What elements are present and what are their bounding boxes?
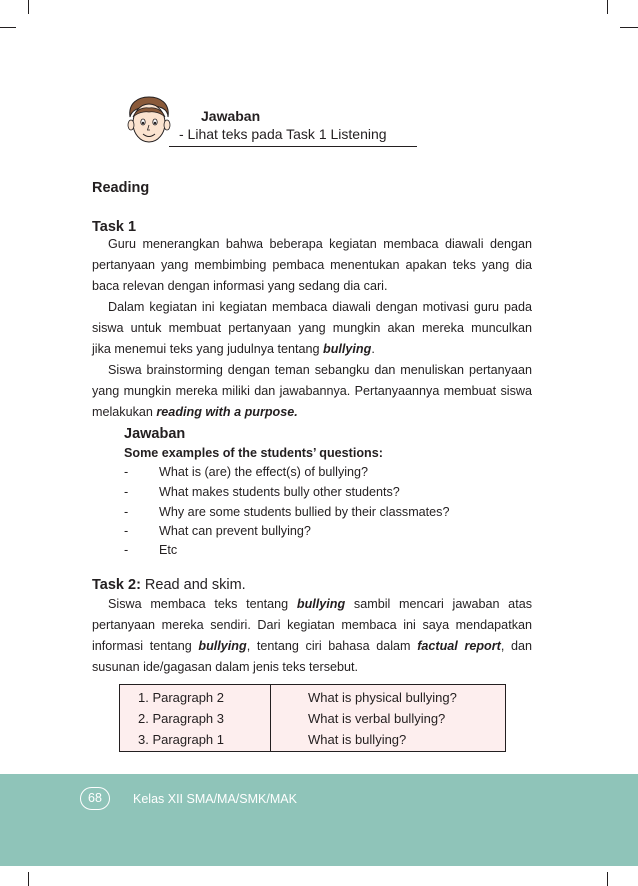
crop-mark: [28, 0, 29, 14]
crop-mark: [620, 27, 638, 28]
text-line: yang mungkin mereka miliki dan jawabannya. Pertanyaannya membuat siswa: [92, 384, 532, 398]
matching-table: [119, 684, 506, 752]
answer-title: Jawaban: [124, 426, 186, 442]
paragraph-column: [120, 685, 271, 752]
text-line: baca relevan dengan informasi yang sedang dia cari.: [92, 279, 388, 293]
text-line: Dalam kegiatan ini kegiatan membaca diawali dengan motivasi guru pada: [108, 300, 532, 314]
teacher-face-icon: [124, 95, 174, 147]
table-cell: What is bullying?: [308, 732, 407, 747]
crop-mark: [607, 872, 608, 886]
list-item: [124, 482, 400, 502]
list-item-text: Why are some students bullied by their classmates?: [159, 505, 450, 519]
table-cell: 1. Paragraph 2: [138, 690, 225, 705]
text-line: pertanyaan yang membimbing pembaca menentukan apakan teks yang dia: [92, 258, 532, 272]
emphasis-bullying: bullying: [296, 597, 346, 611]
text-line: [92, 594, 532, 615]
list-item-text: What can prevent bullying?: [159, 524, 311, 538]
task1-heading: Task 1: [92, 219, 137, 235]
emphasis-factual-report: factual report: [417, 639, 501, 653]
text-line: susunan ide/gagasan dalam jenis teks tersebut.: [92, 660, 359, 674]
text-run: , tentang ciri bahasa dalam: [246, 639, 418, 653]
text-line: siswa untuk membuat pertanyaan yang mungkin akan mereka munculkan: [92, 321, 532, 335]
text-line: [92, 402, 532, 423]
text-run: .: [371, 342, 375, 356]
text-line: [92, 636, 532, 657]
text-run: , dan: [500, 639, 533, 653]
answer-subtitle: Some examples of the students’ questions:: [124, 446, 383, 460]
table-cell: 3. Paragraph 1: [138, 732, 225, 747]
intro-line: - Lihat teks pada Task 1 Listening: [179, 126, 387, 142]
text-line: [92, 339, 532, 360]
list-item-text: What makes students bully other students?: [159, 485, 400, 499]
crop-mark: [28, 872, 29, 886]
page-number: 68: [80, 787, 110, 810]
table-row: [120, 685, 506, 752]
task2-title: Read and skim.: [140, 577, 246, 593]
list-dash: -: [124, 485, 129, 499]
book-title: Kelas XII SMA/MA/SMK/MAK: [133, 792, 297, 806]
section-heading: Reading: [92, 180, 150, 196]
list-item-text: What is (are) the effect(s) of bullying?: [159, 465, 369, 479]
list-item: [124, 540, 177, 560]
text-run: sambil mencari jawaban atas: [345, 597, 532, 611]
crop-mark: [607, 0, 608, 14]
list-dash: -: [124, 543, 129, 557]
question-column: [271, 685, 506, 752]
emphasis-bullying: bullying: [323, 342, 372, 356]
list-item: [124, 462, 368, 482]
table-cell: What is verbal bullying?: [308, 711, 446, 726]
text-run: informasi tentang: [92, 639, 199, 653]
list-dash: -: [124, 524, 129, 538]
text-line: Siswa brainstorming dengan teman sebangku dan menuliskan pertanyaan: [108, 363, 532, 377]
list-item: [124, 521, 311, 541]
list-item-text: Etc: [159, 543, 178, 557]
text-run: jika menemui teks yang judulnya tentang: [92, 342, 324, 356]
list-dash: -: [124, 465, 129, 479]
text-run: melakukan: [92, 405, 157, 419]
task1-text: [92, 234, 532, 423]
list-dash: -: [124, 505, 129, 519]
emphasis-reading-purpose: reading with a purpose.: [156, 405, 298, 419]
task2-text: [92, 594, 532, 678]
crop-mark: [0, 27, 16, 28]
text-run: Siswa membaca teks tentang: [108, 597, 297, 611]
emphasis-bullying: bullying: [198, 639, 247, 653]
table-cell: 2. Paragraph 3: [138, 711, 225, 726]
task2-label: Task 2:: [92, 577, 141, 593]
text-line: Guru menerangkan bahwa beberapa kegiatan membaca diawali dengan: [108, 237, 532, 251]
intro-title: Jawaban: [201, 108, 261, 124]
list-item: [124, 502, 450, 522]
text-line: pertanyaan mereka sendiri. Dari kegiatan membaca ini saya mendapatkan: [92, 618, 532, 632]
table-cell: What is physical bullying?: [308, 690, 457, 705]
intro-rule: [169, 146, 417, 147]
task2-heading: [92, 577, 246, 593]
